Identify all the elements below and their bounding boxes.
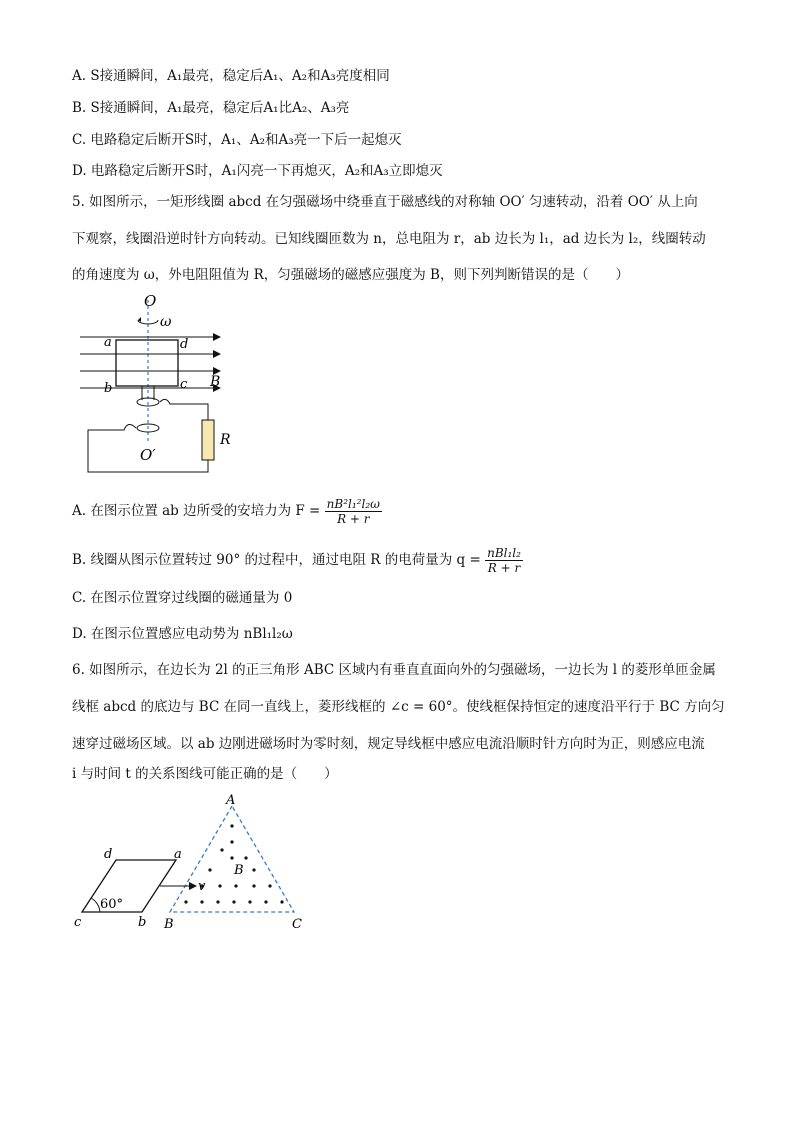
label-a-vertex: A [226, 793, 236, 808]
label-b: b [138, 915, 147, 930]
label-a: a [104, 335, 112, 350]
q6-stem-line4: i 与时间 t 的关系图线可能正确的是（ ） [72, 766, 338, 782]
label-r: R [220, 432, 231, 448]
q4-option-d: D. 电路稳定后断开S时，A₁闪亮一下再熄灭，A₂和A₃立即熄灭 [72, 163, 443, 179]
label-d: d [104, 847, 113, 862]
label-angle: 60° [100, 897, 124, 912]
label-d: d [180, 337, 189, 352]
q5-option-d: D. 在图示位置感应电动势为 nBl₁l₂ω [72, 626, 293, 642]
label-b: b [104, 381, 113, 396]
q6-triangle-figure [70, 792, 320, 932]
q5-stem-line3: 的角速度为 ω，外电阻阻值为 R，匀强磁场的磁感应强度为 B，则下列判断错误的是（ ） [72, 267, 629, 283]
q6-stem-line3: 速穿过磁场区域。以 ab 边刚进磁场时为零时刻，规定导线框中感应电流沿顺时针方向时为正，则感应电流 [72, 736, 705, 752]
q5-option-a: A. 在图示位置 ab 边所受的安培力为 F = $\frac{\text{nB²l₁²l₂ω}}{R + r}$ [72, 497, 380, 526]
fraction-force: $\frac{\text{nB²l₁²l₂ω}}{R + r}$ [326, 497, 380, 526]
label-c: c [180, 377, 188, 392]
q5-option-c: C. 在图示位置穿过线圈的磁通量为 0 [72, 590, 293, 606]
label-o: O [144, 292, 157, 310]
q5-option-b: B. 线圈从图示位置转过 90° 的过程中，通过电阻 R 的电荷量为 q = $\frac{\text{nBl₁l₂}}{R + r}$ [72, 546, 521, 575]
label-a: a [174, 847, 182, 862]
label-b-vertex: B [164, 917, 174, 932]
label-field-b: B [210, 374, 221, 390]
q6-stem-line2: 线框 abcd 的底边与 BC 在同一直线上，菱形线框的 ∠c = 60°。使线框保持恒定的速度沿平行于 BC 方向匀 [72, 699, 725, 715]
q5-stem-line2: 下观察，线圈沿逆时针方向转动。已知线圈匝数为 n，总电阻为 r，ab 边长为 l₁，ad 边长为 l₂，线圈转动 [72, 231, 706, 247]
q4-option-c: C. 电路稳定后断开S时，A₁、A₂和A₃亮一下后一起熄灭 [72, 132, 402, 148]
q6-stem-line1: 6. 如图所示，在边长为 2l 的正三角形 ABC 区域内有垂直直面向外的匀强磁场，一边长为 l 的菱形单匝金属 [72, 662, 716, 678]
q4-option-a: A. S接通瞬间，A₁最亮，稳定后A₁、A₂和A₃亮度相同 [72, 68, 390, 84]
label-c: c [74, 915, 82, 930]
resistor [202, 420, 214, 460]
label-omega: ω [160, 314, 172, 330]
label-o-prime: O′ [140, 446, 156, 464]
fraction-charge: $\frac{\text{nBl₁l₂}}{R + r}$ [487, 546, 521, 575]
label-v: v [198, 879, 206, 894]
label-c-vertex: C [292, 917, 302, 932]
q5-coil-figure [80, 292, 250, 482]
q4-option-b: B. S接通瞬间，A₁最亮，稳定后A₁比A₂、A₃亮 [72, 100, 350, 116]
coil [116, 340, 178, 386]
q5-stem-line1: 5. 如图所示，一矩形线圈 abcd 在匀强磁场中绕垂直于磁感线的对称轴 OO′ 匀速转动，沿着 OO′ 从上向 [72, 194, 698, 210]
label-b-inner: B [234, 863, 244, 878]
